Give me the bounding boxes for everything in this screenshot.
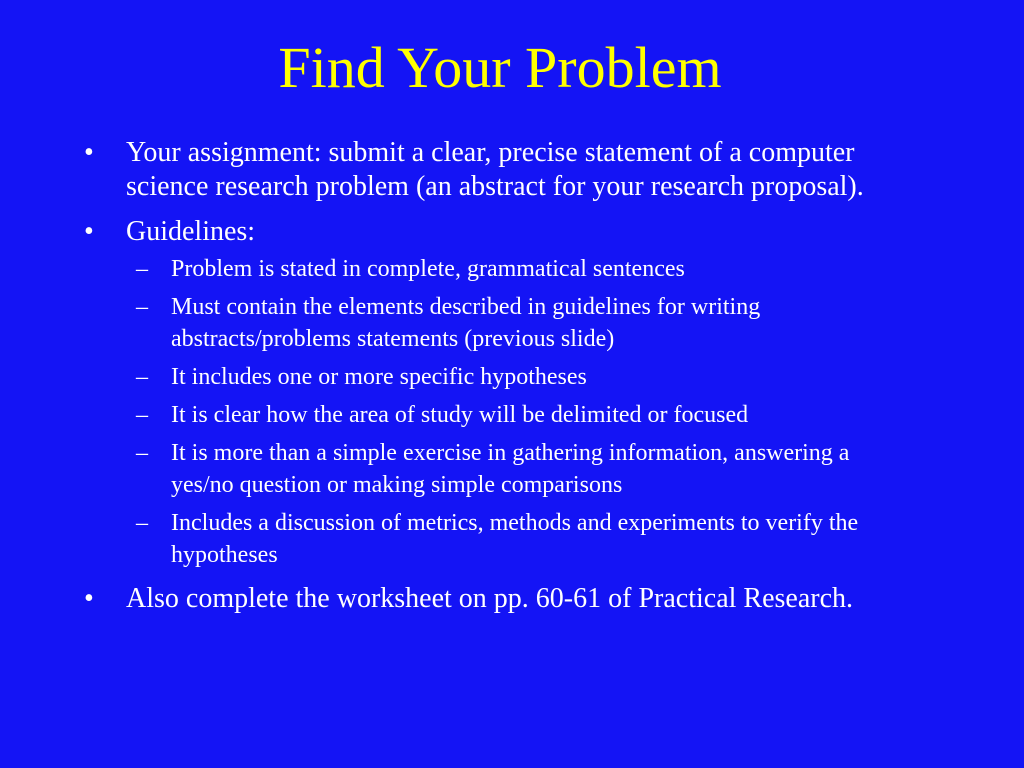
bullet-text: Also complete the worksheet on pp. 60-61 of Practical Research. (126, 583, 854, 614)
sub-item-text: Must contain the elements described in guidelines for writing abstracts/problems statements (previous slide) (171, 294, 761, 352)
sub-item-text: Includes a discussion of metrics, methods and experiments to verify the hypotheses (171, 510, 859, 568)
dash-icon: – (136, 256, 148, 282)
sub-item-text: It is clear how the area of study will be delimited or focused (171, 402, 749, 428)
sub-item (126, 437, 924, 501)
bullet-list (0, 136, 1024, 627)
bullet-icon: • (84, 216, 94, 247)
sub-item (126, 507, 924, 571)
dash-icon: – (136, 440, 148, 466)
dash-icon: – (136, 364, 148, 390)
guidelines-sublist (126, 253, 924, 571)
sub-item (126, 399, 924, 431)
bullet-icon: • (84, 137, 94, 168)
dash-icon: – (136, 510, 148, 536)
sub-item-text: Problem is stated in complete, grammatical sentences (171, 256, 685, 282)
sub-item-text: It includes one or more specific hypotheses (171, 364, 587, 390)
bullet-item-worksheet (0, 582, 1024, 616)
bullet-text: Your assignment: submit a clear, precise statement of a computer science research problem (an abstract for your research proposal). (126, 137, 864, 202)
sub-item (126, 253, 924, 285)
sub-item-text: It is more than a simple exercise in gathering information, answering a yes/no question or making simple comparisons (171, 440, 850, 498)
slide-title: Find Your Problem (278, 35, 722, 100)
dash-icon: – (136, 294, 148, 320)
bullet-icon: • (84, 583, 94, 614)
dash-icon: – (136, 402, 148, 428)
bullet-text: Guidelines: (126, 216, 256, 247)
sub-item (126, 361, 924, 393)
sub-item (126, 291, 924, 355)
bullet-item-assignment (0, 136, 1024, 204)
bullet-item-guidelines (0, 215, 1024, 571)
